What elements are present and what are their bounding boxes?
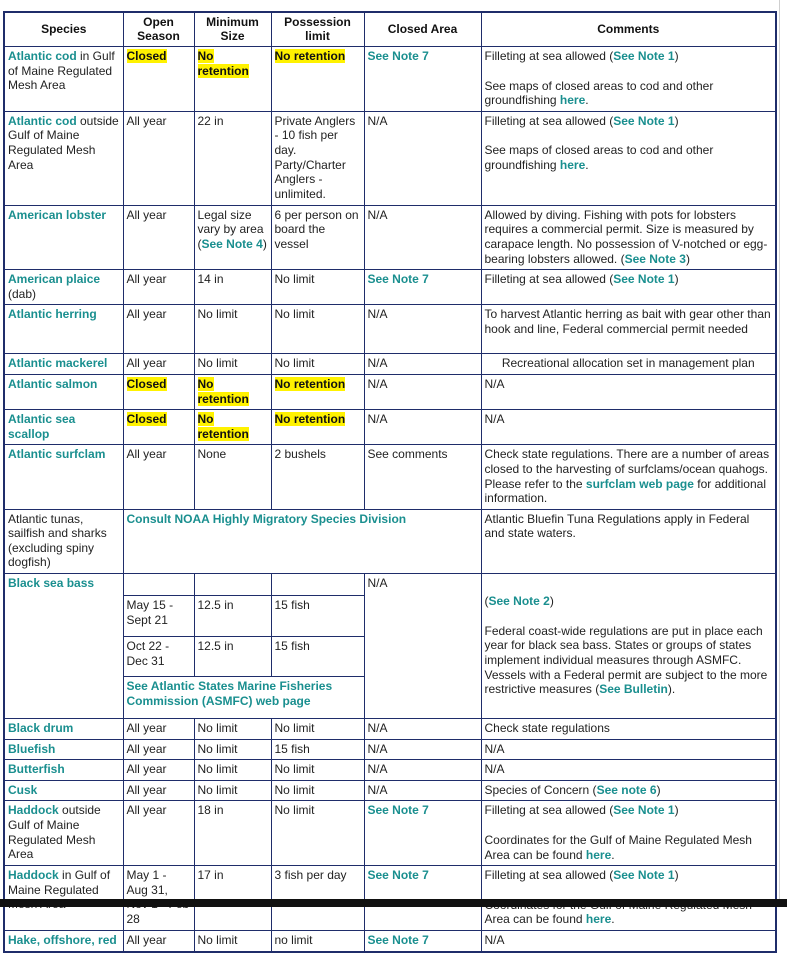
open-season-cell: May 1 - Aug 31, 28	[123, 866, 194, 931]
comment-text: )	[674, 868, 679, 883]
closed-highlight: Closed	[126, 376, 167, 391]
open-season-cell: Oct 22 - Dec 31	[123, 637, 194, 677]
note-link[interactable]: See Note 3	[624, 251, 686, 266]
note-link[interactable]: See Note 7	[367, 868, 429, 883]
closed-area-cell: N/A	[364, 205, 481, 269]
closed-area-cell: N/A	[364, 719, 481, 740]
species-link[interactable]: Atlantic sea scallop	[8, 412, 76, 441]
limit-cell: No limit	[271, 354, 364, 375]
comment-text: See maps of closed areas to cod and other groundfishing	[484, 78, 714, 108]
species-link[interactable]: American lobster	[8, 207, 107, 222]
no-retention-highlight: No retention	[274, 376, 346, 391]
species-link[interactable]: Atlantic herring	[8, 307, 97, 322]
surfclam-link[interactable]: surfclam web page	[585, 476, 694, 491]
species-link[interactable]: Butterfish	[8, 762, 65, 777]
comments-cell: N/A	[481, 931, 776, 952]
limit-cell: No limit	[271, 719, 364, 740]
table-row	[4, 445, 776, 509]
asmfc-cell	[123, 677, 364, 719]
species-link[interactable]: Cusk	[8, 782, 38, 797]
min-size-cell: 22 in	[194, 111, 271, 205]
limit-cell: No limit	[271, 760, 364, 781]
table-row	[4, 354, 776, 375]
species-cell	[4, 47, 123, 112]
table-row	[4, 801, 776, 866]
table-row	[4, 111, 776, 205]
species-cell	[4, 354, 123, 375]
table-row	[4, 760, 776, 781]
open-season-cell: May 15 - Sept 21	[123, 596, 194, 637]
no-retention-highlight: No retention	[274, 49, 346, 63]
limit-cell	[271, 374, 364, 409]
species-text: in Gulf of Maine Regulated	[8, 868, 111, 897]
limit-cell	[271, 47, 364, 112]
comment-text: ).	[667, 682, 676, 697]
hms-cell	[123, 509, 481, 573]
note-link[interactable]: See Note 2	[488, 594, 550, 609]
here-link[interactable]: here	[559, 157, 586, 172]
limit-cell	[271, 410, 364, 445]
min-size-cell	[194, 374, 271, 409]
species-text: outside Gulf of Maine Regulated Mesh Area	[8, 113, 119, 172]
size-text: Legal size vary by area (	[197, 207, 264, 251]
comments-cell: N/A	[481, 374, 776, 409]
limit-cell: no limit	[271, 931, 364, 952]
min-size-cell	[194, 47, 271, 112]
comment-text: )	[549, 594, 554, 609]
species-cell: Atlantic tunas, sailfish and sharks (excluding spiny dogfish)	[4, 509, 123, 573]
no-retention-highlight: No retention	[274, 412, 346, 427]
note-link[interactable]: See Note 7	[367, 272, 429, 287]
species-cell	[4, 719, 123, 740]
note-link[interactable]: See Note 4	[201, 236, 263, 251]
species-link[interactable]: Atlantic salmon	[8, 376, 98, 391]
comment-text: (	[484, 594, 489, 609]
page-edge-bottom	[0, 899, 787, 907]
limit-cell: 15 fish	[271, 596, 364, 637]
comments-cell	[481, 780, 776, 801]
open-season-cell: All year	[123, 780, 194, 801]
limit-cell: 2 bushels	[271, 445, 364, 509]
table-row	[4, 47, 776, 112]
species-link[interactable]: Atlantic cod	[8, 113, 77, 128]
note-link[interactable]: See Note 1	[613, 803, 675, 818]
limit-cell: No limit	[271, 270, 364, 305]
species-text: in Gulf of Maine Regulated Mesh Area	[8, 49, 115, 93]
comment-text: )	[674, 272, 679, 287]
species-text: (dab)	[8, 286, 37, 301]
min-size-cell: No limit	[194, 780, 271, 801]
note-link[interactable]: See Note 7	[367, 49, 429, 63]
species-link[interactable]: Haddock	[8, 868, 59, 883]
open-season-cell	[123, 410, 194, 445]
comment-text: )	[656, 782, 661, 797]
min-size-cell: None	[194, 445, 271, 509]
min-size-cell: No limit	[194, 719, 271, 740]
species-cell	[4, 801, 123, 866]
open-season-cell: All year	[123, 719, 194, 740]
open-season-cell: All year	[123, 801, 194, 866]
comments-cell	[481, 270, 776, 305]
size-text: )	[262, 236, 267, 251]
comment-text: Filleting at sea allowed (	[484, 49, 614, 63]
comments-cell	[481, 47, 776, 112]
min-size-cell	[194, 574, 271, 596]
species-cell	[4, 410, 123, 445]
comments-cell	[481, 801, 776, 866]
note-link[interactable]: See note 6	[596, 782, 657, 797]
no-retention-highlight: No retention	[197, 376, 249, 406]
species-link[interactable]: Atlantic surfclam	[8, 447, 106, 462]
note-link[interactable]: See Note 1	[613, 272, 675, 287]
comments-cell: Check state regulations	[481, 719, 776, 740]
table-row	[4, 739, 776, 760]
closed-area-cell: N/A	[364, 410, 481, 445]
species-cell	[4, 111, 123, 205]
min-size-cell	[194, 410, 271, 445]
header-species: Species	[4, 12, 123, 47]
closed-area-cell: N/A	[364, 305, 481, 354]
comments-cell: Atlantic Bluefin Tuna Regulations apply in Federal and state waters.	[481, 509, 776, 573]
min-size-cell: No limit	[194, 760, 271, 781]
comments-cell: Recreational allocation set in management plan	[481, 354, 776, 375]
min-size-cell	[194, 205, 271, 269]
comment-text: )	[674, 803, 679, 818]
comment-text: )	[674, 49, 679, 63]
here-link[interactable]: here	[559, 93, 586, 108]
limit-cell: 15 fish	[271, 637, 364, 677]
closed-area-cell: N/A	[364, 111, 481, 205]
comments-cell	[481, 574, 776, 719]
species-text: outside Gulf of Maine Regulated Mesh Area	[8, 803, 101, 862]
comment-text: Filleting at sea allowed (	[484, 272, 614, 287]
species-link[interactable]: Hake, offshore, red	[8, 933, 117, 947]
note-link[interactable]: See Note 1	[613, 868, 675, 883]
open-season-cell	[123, 374, 194, 409]
comment-text: Filleting at sea allowed (	[484, 803, 614, 818]
comment-text: Check state regulations. There are a number of areas closed to the harvesting of surfclams/ocean quahogs. Please refer to the	[484, 447, 770, 491]
closed-area-cell: N/A	[364, 760, 481, 781]
species-link[interactable]: Atlantic mackerel	[8, 356, 108, 371]
closed-area-cell	[364, 801, 481, 866]
species-cell	[4, 445, 123, 509]
limit-cell: 6 per person on board the vessel	[271, 205, 364, 269]
table-row	[4, 305, 776, 354]
min-size-cell: No limit	[194, 739, 271, 760]
header-open-season: Open Season	[123, 12, 194, 47]
regulations-table	[3, 11, 777, 953]
species-link[interactable]: Haddock	[8, 803, 59, 818]
table-row	[4, 205, 776, 269]
comments-cell	[481, 445, 776, 509]
open-season-cell: All year	[123, 305, 194, 354]
closed-area-cell: See comments	[364, 445, 481, 509]
limit-cell	[271, 574, 364, 596]
min-size-cell: 12.5 in	[194, 596, 271, 637]
species-link[interactable]: Black sea bass	[8, 576, 95, 591]
species-link[interactable]: Atlantic cod	[8, 49, 77, 63]
species-link[interactable]: Black drum	[8, 721, 74, 736]
species-cell	[4, 270, 123, 305]
header-comments: Comments	[481, 12, 776, 47]
closed-area-cell: N/A	[364, 374, 481, 409]
species-cell	[4, 760, 123, 781]
species-cell	[4, 374, 123, 409]
table-row	[4, 719, 776, 740]
open-season-cell: All year	[123, 445, 194, 509]
min-size-cell: 18 in	[194, 801, 271, 866]
here-link[interactable]: here	[585, 847, 612, 862]
table-row	[4, 374, 776, 409]
open-season-cell: All year	[123, 111, 194, 205]
min-size-cell: 12.5 in	[194, 637, 271, 677]
species-cell	[4, 305, 123, 354]
open-season-cell: All year	[123, 760, 194, 781]
comment-text: Allowed by diving. Fishing with pots for lobsters requires a commercial permit. Size is measured by carapace length. No possession of V-notched or egg-bearing lobsters allowed. (	[484, 207, 768, 266]
table-row	[4, 931, 776, 952]
note-link[interactable]: See Note 7	[367, 933, 429, 947]
limit-cell: Private Anglers - 10 fish per day. Party/Charter Anglers - unlimited.	[271, 111, 364, 205]
closed-highlight: Closed	[126, 49, 167, 63]
no-retention-highlight: No retention	[197, 412, 249, 441]
open-season-cell	[123, 47, 194, 112]
species-cell	[4, 931, 123, 952]
species-cell	[4, 574, 123, 719]
comment-text: Filleting at sea allowed (	[484, 113, 614, 128]
page-edge-right	[779, 0, 787, 907]
limit-cell: 3 fish per day	[271, 866, 364, 931]
min-size-cell: 14 in	[194, 270, 271, 305]
closed-area-cell: N/A	[364, 780, 481, 801]
header-possession-limit: Possession limit	[271, 12, 364, 47]
species-cell	[4, 739, 123, 760]
species-link[interactable]: American plaice	[8, 272, 101, 287]
comment-text: Coordinates for the Gulf of Maine Regulated Mesh Area can be found	[484, 833, 752, 862]
header-minimum-size: Minimum Size	[194, 12, 271, 47]
comments-cell: N/A	[481, 410, 776, 445]
min-size-cell: No limit	[194, 354, 271, 375]
header-closed-area: Closed Area	[364, 12, 481, 47]
hms-link[interactable]: Consult NOAA Highly Migratory Species Division	[126, 511, 407, 526]
table-row	[4, 574, 776, 596]
closed-area-cell: N/A	[364, 354, 481, 375]
comments-cell	[481, 205, 776, 269]
limit-cell: No limit	[271, 305, 364, 354]
here-link[interactable]: here	[585, 912, 612, 927]
comments-cell: To harvest Atlantic herring as bait with gear other than hook and line, Federal commercial permit needed	[481, 305, 776, 354]
species-link[interactable]: Bluefish	[8, 741, 56, 756]
comment-text: )	[685, 251, 690, 266]
open-season-cell	[123, 574, 194, 596]
closed-highlight: Closed	[126, 412, 167, 427]
species-cell	[4, 205, 123, 269]
table-row	[4, 509, 776, 573]
bulletin-link[interactable]: See Bulletin	[599, 682, 668, 697]
comment-text: .	[611, 847, 615, 862]
comment-text: .	[585, 93, 589, 108]
closed-area-cell: N/A	[364, 574, 481, 719]
open-season-cell: All year	[123, 270, 194, 305]
min-size-cell: No limit	[194, 305, 271, 354]
note-link[interactable]: See Note 1	[613, 49, 675, 63]
comments-cell: N/A	[481, 739, 776, 760]
asmfc-link[interactable]: See Atlantic States Marine Fisheries Commission (ASMFC) web page	[126, 679, 333, 708]
comment-text: .	[585, 157, 589, 172]
open-season-cell: All year	[123, 931, 194, 952]
note-link[interactable]: See Note 7	[367, 803, 429, 818]
comment-text: Federal coast-wide regulations are put in place each year for black sea bass. States or groups of states implement individual measures through ASMFC. Vessels with a Federal permit are subject to the more restrictive measures (	[484, 623, 768, 697]
comment-text: .	[611, 912, 615, 927]
no-retention-highlight: No retention	[197, 49, 249, 78]
species-cell	[4, 780, 123, 801]
table-row	[4, 270, 776, 305]
open-season-cell: All year	[123, 205, 194, 269]
limit-cell: 15 fish	[271, 739, 364, 760]
closed-area-cell	[364, 47, 481, 112]
comment-text: Species of Concern (	[484, 782, 597, 797]
closed-area-cell	[364, 270, 481, 305]
comment-text: )	[674, 113, 679, 128]
min-size-cell: No limit	[194, 931, 271, 952]
comment-text: Area can be found	[484, 912, 583, 927]
limit-cell: No limit	[271, 801, 364, 866]
limit-cell: No limit	[271, 780, 364, 801]
comment-text: Filleting at sea allowed (	[484, 868, 614, 883]
comments-cell	[481, 111, 776, 205]
min-size-cell: 17 in	[194, 866, 271, 931]
note-link[interactable]: See Note 1	[613, 113, 675, 128]
comments-cell: N/A	[481, 760, 776, 781]
open-season-cell: All year	[123, 739, 194, 760]
closed-area-cell: N/A	[364, 739, 481, 760]
comment-text: See maps of closed areas to cod and other groundfishing	[484, 143, 714, 172]
table-row	[4, 410, 776, 445]
header-row	[4, 12, 776, 47]
closed-area-cell	[364, 931, 481, 952]
table-row	[4, 780, 776, 801]
open-season-cell: All year	[123, 354, 194, 375]
comment-text: for additional information.	[484, 476, 766, 506]
